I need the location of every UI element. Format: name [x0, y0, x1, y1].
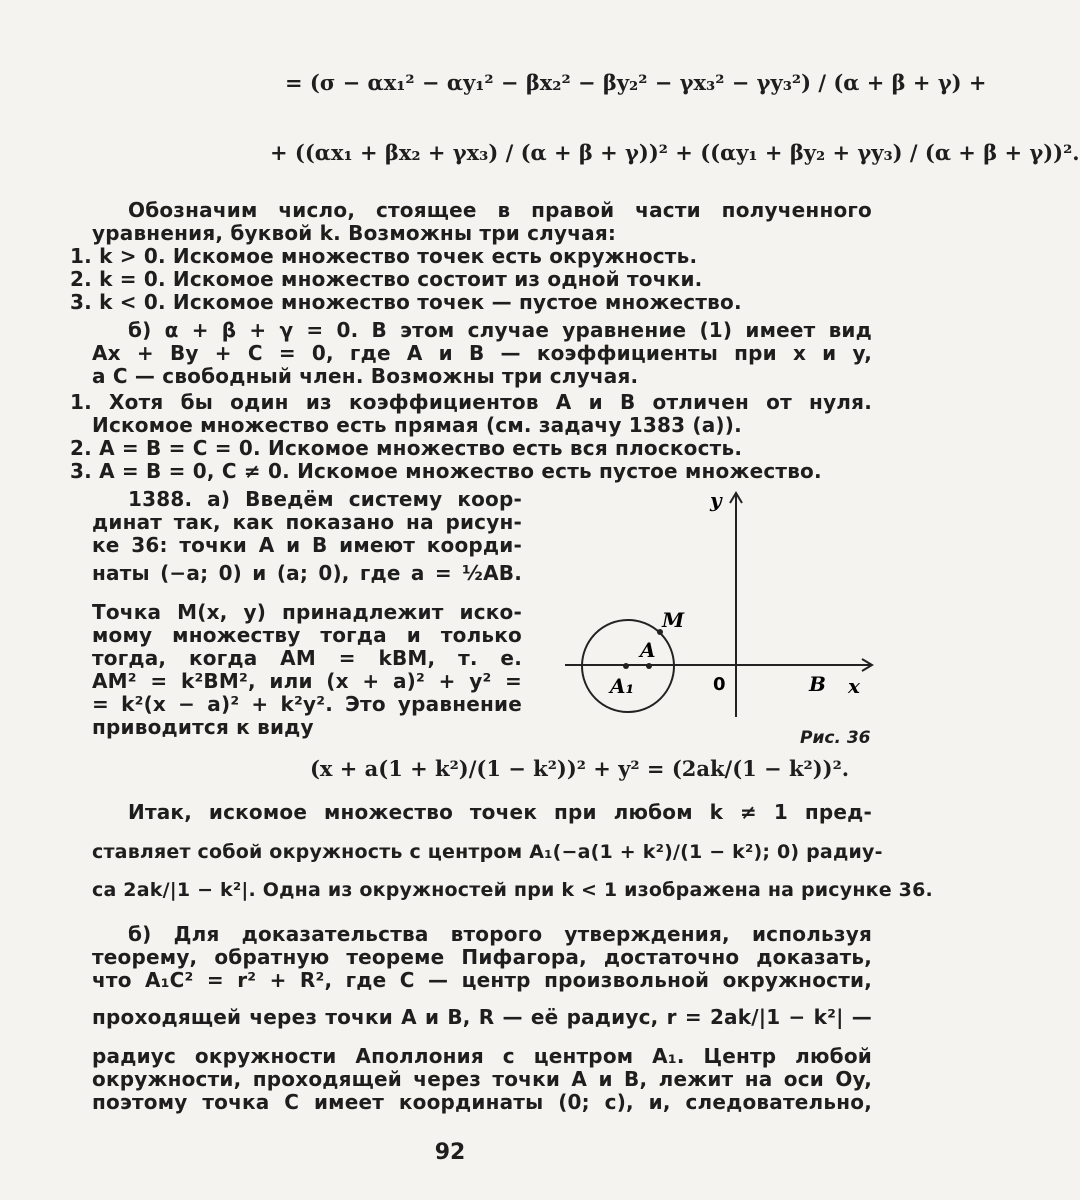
label-a1: A₁ [610, 674, 635, 698]
text-line: поэтому точка C имеет координаты (0; c), и, следовательно, [92, 1090, 872, 1114]
text-line: = k²(x − a)² + k²y². Это уравнение [92, 692, 522, 716]
list-item: 2. A = B = C = 0. Искомое множество есть вся плоскость. [70, 436, 743, 460]
list-item: 2. k = 0. Искомое множество состоит из одной точки. [70, 267, 703, 291]
text-line: ке 36: точки A и B имеют коорди- [92, 533, 522, 557]
label-y: y [710, 488, 722, 512]
list-item: 3. A = B = 0, C ≠ 0. Искомое множество есть пустое множество. [70, 459, 822, 483]
text-line: динат так, как показано на рисун- [92, 510, 522, 534]
text-line: радиус окружности Аполлония с центром A₁. Центр любой [92, 1044, 872, 1068]
text-line: тогда, когда AM = kBM, т. е. [92, 646, 522, 670]
text-line: теорему, обратную теореме Пифагора, достаточно доказать, [92, 945, 872, 969]
figure-caption: Рис. 36 [800, 728, 871, 748]
list-item-continuation: Искомое множество есть прямая (см. задачу 1383 (а)). [92, 413, 742, 437]
formula-top-1: = (σ − αx₁² − αy₁² − βx₂² − βy₂² − γx₃² − γy₃²) / (α + β + γ) + [285, 70, 987, 95]
list-item: 3. k < 0. Искомое множество точек — пустое множество. [70, 290, 742, 314]
label-origin: 0 [713, 674, 726, 695]
text-line: Точка M(x, y) принадлежит иско- [92, 600, 522, 624]
point-a [646, 663, 652, 669]
text-line: наты (−a; 0) и (a; 0), где a = ½AB. [92, 561, 522, 585]
text-line: мому множеству тогда и только [92, 623, 522, 647]
label-m: M [662, 608, 685, 632]
text-line: 1388. а) Введём систему коор- [128, 487, 522, 511]
text-line: б) α + β + γ = 0. В этом случае уравнение (1) имеет вид [128, 318, 872, 342]
text-line: уравнения, буквой k. Возможны три случая: [92, 221, 617, 245]
formula-middle: (x + a(1 + k²)/(1 − k²))² + y² = (2ak/(1 − k²))². [310, 756, 850, 781]
text-line: что A₁C² = r² + R², где C — центр произвольной окружности, [92, 968, 872, 992]
label-b: B [809, 672, 826, 696]
text-line: а C — свободный член. Возможны три случая. [92, 364, 639, 388]
page-number: 92 [434, 1140, 466, 1165]
text-line: б) Для доказательства второго утверждения, используя [128, 922, 872, 946]
text-line: AM² = k²BM², или (x + a)² + y² = [92, 669, 522, 693]
text-line: окружности, проходящей через точки A и B, лежит на оси Oy, [92, 1067, 872, 1091]
list-item: 1. k > 0. Искомое множество точек есть окружность. [70, 244, 698, 268]
text-line: ставляет собой окружность с центром A₁(−a(1 + k²)/(1 − k²); 0) радиу- [92, 841, 883, 863]
text-line: Итак, искомое множество точек при любом k ≠ 1 пред- [128, 800, 872, 824]
text-line: приводится к виду [92, 715, 314, 739]
point-a1 [623, 663, 629, 669]
figure-36 [560, 485, 880, 725]
text-line: Обозначим число, стоящее в правой части полученного [128, 198, 872, 222]
label-x: x [848, 674, 860, 698]
text-line: Ax + By + C = 0, где A и B — коэффициенты при x и y, [92, 341, 872, 365]
text-line: проходящей через точки A и B, R — её радиус, r = 2ak/|1 − k²| — [92, 1005, 872, 1029]
formula-top-2: + ((αx₁ + βx₂ + γx₃) / (α + β + γ))² + ((αy₁ + βy₂ + γy₃) / (α + β + γ))². [270, 140, 1080, 165]
label-a: A [640, 638, 656, 662]
list-item: 1. Хотя бы один из коэффициентов A и B отличен от нуля. [70, 390, 872, 414]
text-line: са 2ak/|1 − k²|. Одна из окружностей при k < 1 изображена на рисунке 36. [92, 879, 933, 901]
